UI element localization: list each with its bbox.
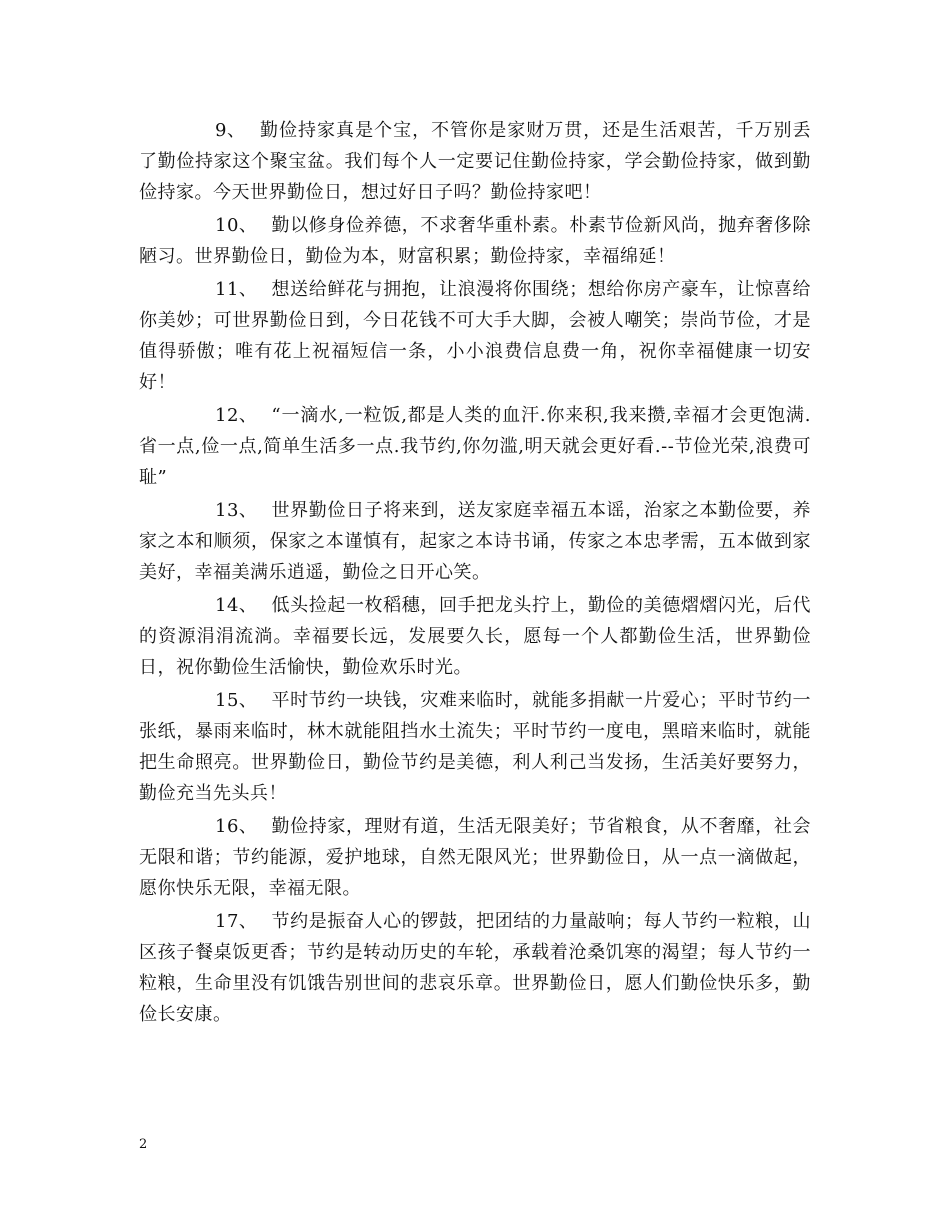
paragraph-text: 勤俭持家，理财有道，生活无限美好；节省粮食，从不奢靡，社会无限和谐；节约能源，爱护地球，自然无限风光；世界勤俭日，从一点一滴做起，愿你快乐无限，幸福无限。 (139, 816, 811, 899)
paragraph-number: 16、 (215, 816, 258, 837)
paragraph-number: 17、 (215, 911, 258, 932)
paragraph-12 (139, 400, 811, 493)
paragraph-9 (139, 115, 811, 208)
paragraph-text: 勤俭持家真是个宝，不管你是家财万贯，还是生活艰苦，千万别丢了勤俭持家这个聚宝盆。我们每个人一定要记住勤俭持家，学会勤俭持家，做到勤俭持家。今天世界勤俭日，想过好日子吗？勤俭持家吧！ (139, 120, 811, 203)
paragraph-17 (139, 906, 811, 1030)
paragraph-10 (139, 210, 811, 272)
paragraph-text: 低头捡起一枚稻穗，回手把龙头拧上，勤俭的美德熠熠闪光，后代的资源涓涓流淌。幸福要长远，发展要久长，愿每一个人都勤俭生活，世界勤俭日，祝你勤俭生活愉快，勤俭欢乐时光。 (139, 595, 811, 678)
document-body (139, 115, 811, 1032)
paragraph-number: 12、 (215, 405, 258, 426)
paragraph-number: 13、 (215, 500, 258, 521)
paragraph-number: 9、 (215, 120, 246, 141)
paragraph-15 (139, 685, 811, 809)
paragraph-number: 15、 (215, 690, 258, 711)
paragraph-text: 节约是振奋人心的锣鼓，把团结的力量敲响；每人节约一粒粮，山区孩子餐桌饭更香；节约是转动历史的车轮，承载着沧桑饥寒的渴望；每人节约一粒粮，生命里没有饥饿告别世间的悲哀乐章。世界勤俭日，愿人们勤俭快乐多，勤俭长安康。 (139, 911, 811, 1025)
paragraph-number: 10、 (215, 215, 258, 236)
paragraph-11 (139, 274, 811, 398)
paragraph-14 (139, 590, 811, 683)
paragraph-text: 勤以修身俭养德，不求奢华重朴素。朴素节俭新风尚，抛弃奢侈除陋习。世界勤俭日，勤俭为本，财富积累；勤俭持家，幸福绵延！ (139, 215, 811, 267)
paragraph-text: “一滴水,一粒饭,都是人类的血汗.你来积,我来攒,幸福才会更饱满.省一点,俭一点,简单生活多一点.我节约,你勿滥,明天就会更好看.--节俭光荣,浪费可耻” (139, 405, 811, 488)
paragraph-13 (139, 495, 811, 588)
page-number: 2 (139, 1137, 148, 1152)
paragraph-16 (139, 811, 811, 904)
paragraph-text: 世界勤俭日子将来到，送友家庭幸福五本谣，治家之本勤俭要，养家之本和顺须，保家之本谨慎有，起家之本诗书诵，传家之本忠孝需，五本做到家美好，幸福美满乐逍遥，勤俭之日开心笑。 (139, 500, 811, 583)
paragraph-number: 11、 (215, 279, 258, 300)
paragraph-number: 14、 (215, 595, 258, 616)
paragraph-text: 平时节约一块钱，灾难来临时，就能多捐献一片爱心；平时节约一张纸，暴雨来临时，林木就能阻挡水土流失；平时节约一度电，黑暗来临时，就能把生命照亮。世界勤俭日，勤俭节约是美德，利人利己当发扬，生活美好要努力，勤俭充当先头兵！ (139, 690, 811, 804)
paragraph-text: 想送给鲜花与拥抱，让浪漫将你围绕；想给你房产豪车，让惊喜给你美妙；可世界勤俭日到，今日花钱不可大手大脚，会被人嘲笑；崇尚节俭，才是值得骄傲；唯有花上祝福短信一条，小小浪费信息费一角，祝你幸福健康一切安好！ (139, 279, 811, 393)
